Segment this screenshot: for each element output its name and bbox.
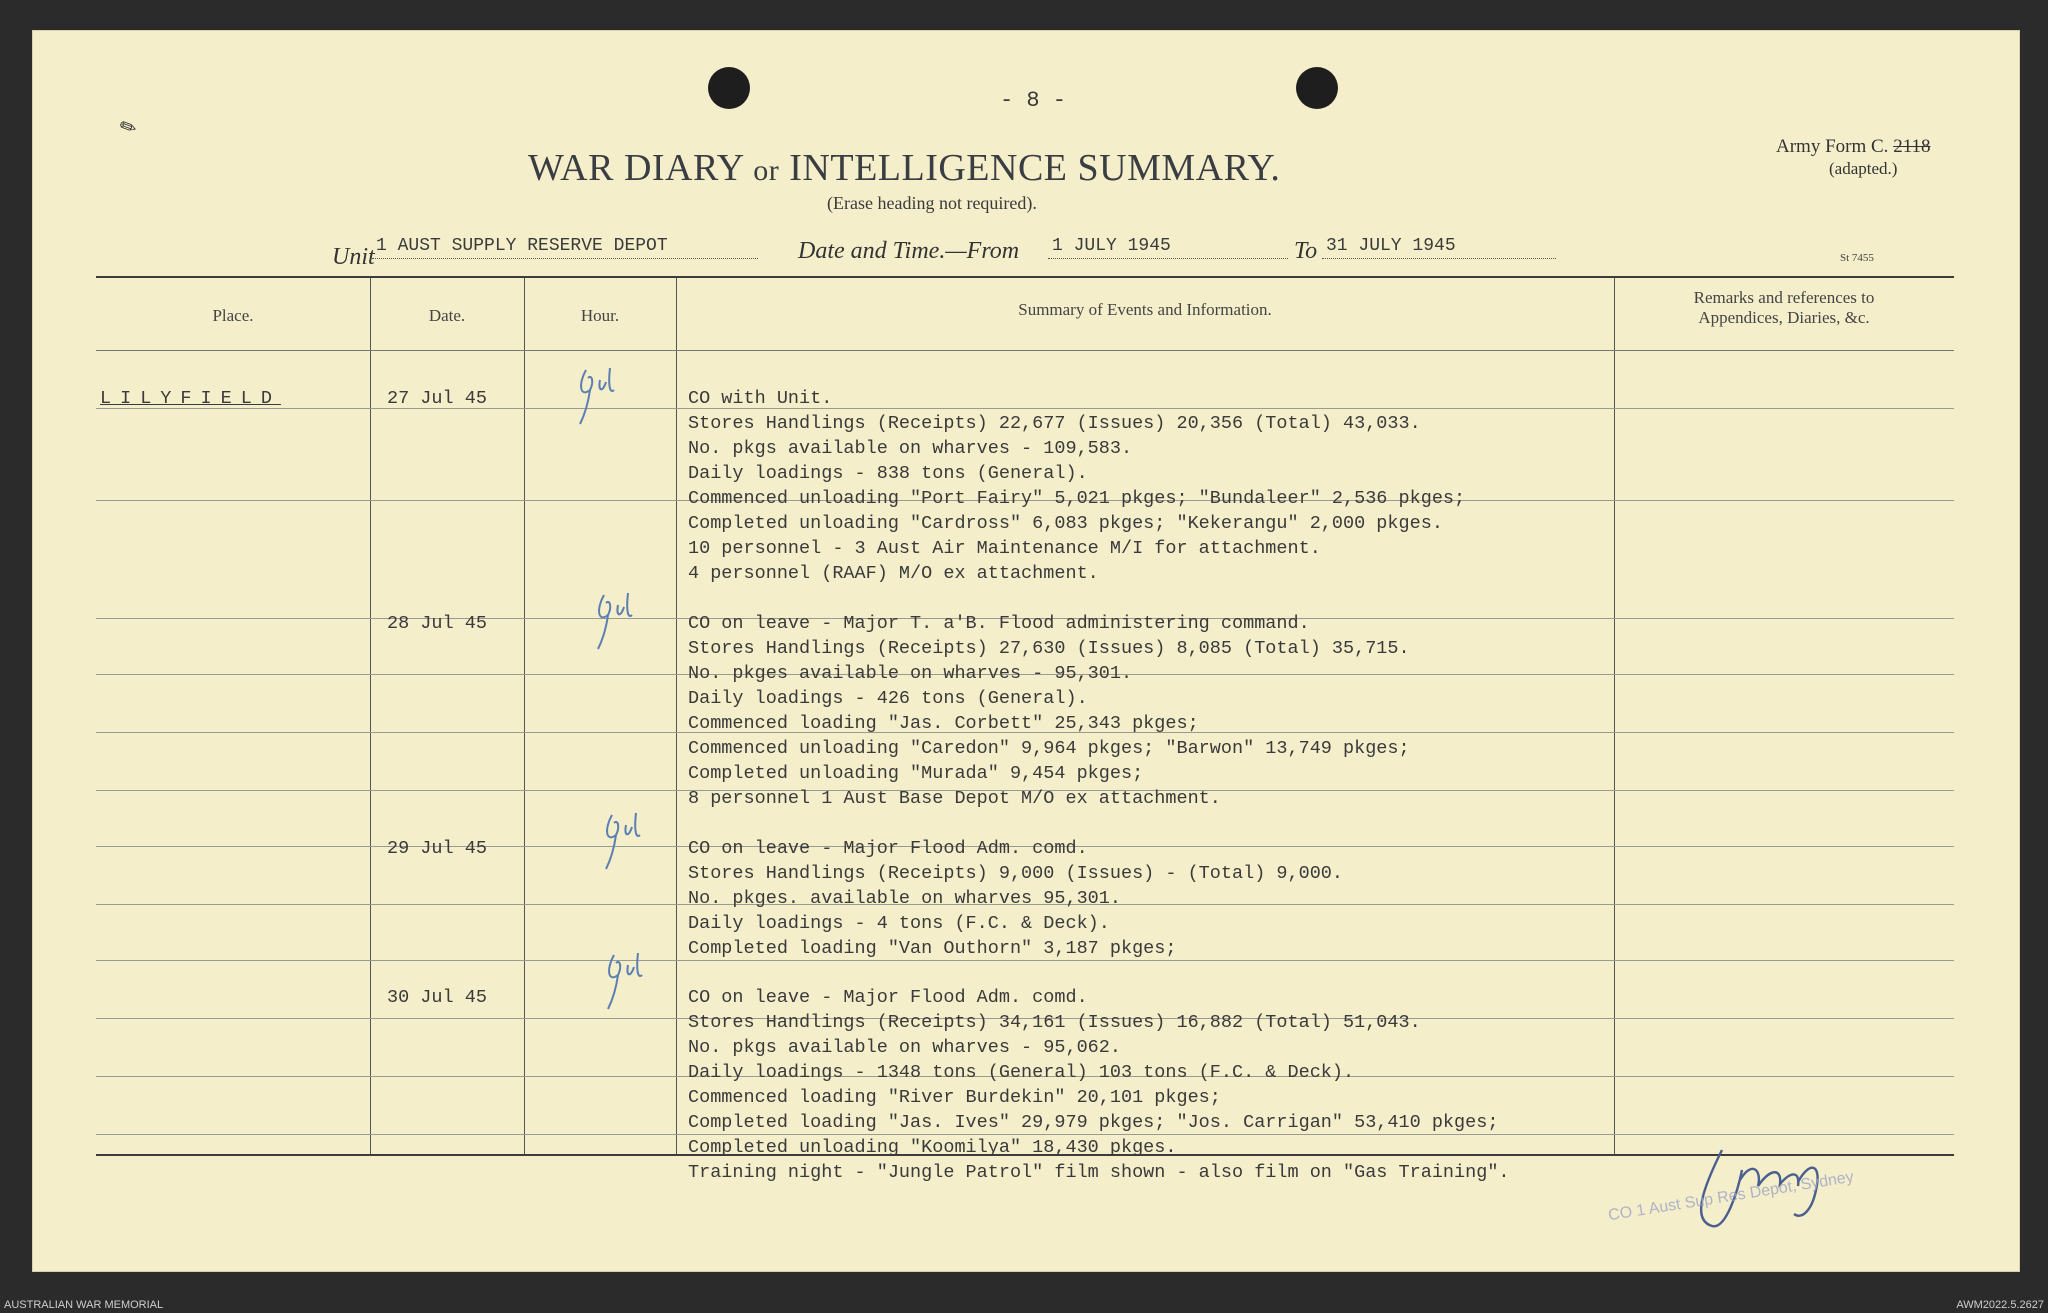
from-date: 1 JULY 1945: [1048, 236, 1288, 259]
summary-line: Daily loadings - 426 tons (General).: [688, 688, 1088, 709]
summary-line: No. pkges. available on wharves 95,301.: [688, 888, 1121, 909]
column-divider: [370, 278, 371, 1154]
date-time-label: Date and Time.—From: [798, 238, 1020, 264]
summary-line: No. pkgs available on wharves - 109,583.: [688, 438, 1133, 459]
column-header-hour: Hour.: [580, 306, 620, 325]
summary-line: Completed unloading "Cardross" 6,083 pkges; "Kekerangu" 2,000 pkges.: [688, 513, 1443, 534]
initials-handwritten: [600, 945, 660, 1015]
summary-line: No. pkgs available on wharves - 95,062.: [688, 1037, 1121, 1058]
footer-left: AUSTRALIAN WAR MEMORIAL: [4, 1299, 164, 1311]
diary-page: [32, 30, 2020, 1272]
summary-line: Commenced unloading "Caredon" 9,964 pkges; "Barwon" 13,749 pkges;: [688, 738, 1410, 759]
army-form: [1776, 136, 1930, 158]
column-header-summary: Summary of Events and Information.: [1018, 300, 1272, 319]
unit-stamp: CO 1 Aust Sup Res Depot, Sydney: [1607, 1168, 1855, 1225]
summary-line: No. pkges available on wharves - 95,301.: [688, 663, 1133, 684]
summary-line: Commenced loading "River Burdekin" 20,101 pkges;: [688, 1087, 1221, 1108]
initials-handwritten: [598, 805, 658, 875]
summary-line: Commenced unloading "Port Fairy" 5,021 pkges; "Bundaleer" 2,536 pkges;: [688, 488, 1466, 509]
entry-date: 27 Jul 45: [387, 388, 487, 409]
row-ruling: [96, 408, 1954, 409]
summary-line: 4 personnel (RAAF) M/O ex attachment.: [688, 563, 1099, 584]
unit-label: Unit: [332, 244, 375, 270]
summary-line: CO on leave - Major T. a'B. Flood administering command.: [688, 613, 1310, 634]
column-header-remarks: [1614, 288, 1954, 328]
column-header-place: Place.: [212, 306, 254, 325]
summary-line: Completed loading "Van Outhorn" 3,187 pkges;: [688, 938, 1177, 959]
initials-handwritten: [590, 585, 650, 655]
column-divider: [676, 278, 677, 1154]
entry-date: 30 Jul 45: [387, 987, 487, 1008]
column-divider: [524, 278, 525, 1154]
summary-line: Daily loadings - 1348 tons (General) 103 tons (F.C. & Deck).: [688, 1062, 1355, 1083]
remarks-header-line-1: Remarks and references to: [1693, 288, 1875, 307]
row-ruling: [96, 960, 1954, 961]
army-form-label: Army Form C.: [1776, 136, 1889, 157]
to-label: To: [1294, 238, 1318, 264]
summary-line: CO on leave - Major Flood Adm. comd.: [688, 987, 1088, 1008]
summary-line: Stores Handlings (Receipts) 27,630 (Issues) 8,085 (Total) 35,715.: [688, 638, 1410, 659]
army-form-number: 2118: [1893, 136, 1931, 157]
summary-line: 8 personnel 1 Aust Base Depot M/O ex attachment.: [688, 788, 1221, 809]
summary-line: CO on leave - Major Flood Adm. comd.: [688, 838, 1088, 859]
punch-hole: [708, 67, 750, 109]
column-header-date: Date.: [428, 306, 466, 325]
summary-line: Stores Handlings (Receipts) 34,161 (Issues) 16,882 (Total) 51,043.: [688, 1012, 1421, 1033]
page-number: - 8 -: [1000, 88, 1067, 113]
remarks-header-line-2: Appendices, Diaries, &c.: [1698, 308, 1870, 327]
initials-handwritten: [572, 360, 632, 430]
table-top-rule: [96, 276, 1954, 278]
summary-line: Commenced loading "Jas. Corbett" 25,343 pkges;: [688, 713, 1199, 734]
row-ruling: [96, 1134, 1954, 1135]
summary-line: CO with Unit.: [688, 388, 833, 409]
entry-date: 29 Jul 45: [387, 838, 487, 859]
title-or: or: [753, 154, 780, 187]
place-lilyfield: LILYFIELD: [100, 388, 281, 409]
summary-line: Completed unloading "Murada" 9,454 pkges;: [688, 763, 1144, 784]
army-form-adapted: (adapted.): [1829, 159, 1898, 178]
title-intelligence-summary: INTELLIGENCE SUMMARY.: [789, 147, 1281, 189]
summary-line: Completed loading "Jas. Ives" 29,979 pkges; "Jos. Carrigan" 53,410 pkges;: [688, 1112, 1499, 1133]
punch-hole: [1296, 67, 1338, 109]
summary-line: Daily loadings - 838 tons (General).: [688, 463, 1088, 484]
to-date: 31 JULY 1945: [1322, 236, 1556, 259]
unit-value: 1 AUST SUPPLY RESERVE DEPOT: [372, 236, 758, 259]
header-rule: [96, 350, 1954, 351]
pen-mark: ✎: [116, 114, 141, 142]
summary-line: Stores Handlings (Receipts) 22,677 (Issues) 20,356 (Total) 43,033.: [688, 413, 1421, 434]
title-war-diary: WAR DIARY: [528, 147, 744, 189]
column-divider: [1614, 278, 1615, 1154]
page-subtitle: (Erase heading not required).: [827, 193, 1037, 213]
summary-line: Stores Handlings (Receipts) 9,000 (Issues) - (Total) 9,000.: [688, 863, 1344, 884]
summary-line: 10 personnel - 3 Aust Air Maintenance M/I for attachment.: [688, 538, 1321, 559]
stock-number: St 7455: [1840, 252, 1874, 264]
footer-right: AWM2022.5.2627: [1956, 1299, 2044, 1311]
summary-line: Training night - "Jungle Patrol" film shown - also film on "Gas Training".: [688, 1162, 1510, 1183]
summary-line: Daily loadings - 4 tons (F.C. & Deck).: [688, 913, 1110, 934]
summary-line: Completed unloading "Koomilya" 18,430 pkges.: [688, 1137, 1177, 1158]
page-title: [528, 146, 1280, 190]
entry-date: 28 Jul 45: [387, 613, 487, 634]
